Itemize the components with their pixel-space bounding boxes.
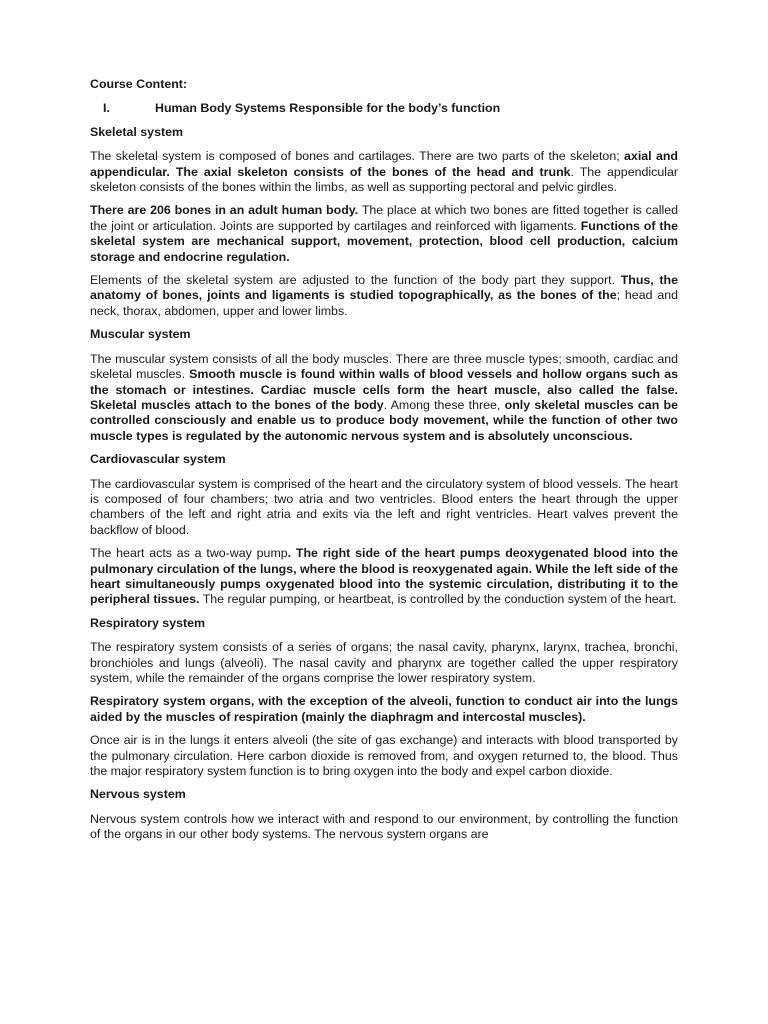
text-run: Thus, the anatomy of bones, joints and ligaments is studied topographically, as the bones of the xyxy=(90,273,678,303)
text-run: only skeletal muscles can be controlled consciously and enable us to produce body movement, while the function of other two muscle types is regulated by the autonomic nervous system and is absolutely unconscious. xyxy=(90,397,678,443)
text-run: axial and appendicular. The axial skeleton consists of the bones of the head and trunk xyxy=(90,149,678,179)
skeletal-system-heading: Skeletal system xyxy=(90,124,183,139)
text-run: ; head and neck, thorax, abdomen, upper and lower limbs. xyxy=(90,288,678,318)
text-run: Once air is in the lungs it enters alveoli (the site of gas exchange) and interacts with blood transported by the pulmonary circulation. Here carbon dioxide is removed from, and oxygen returned to, the blood. Thus the major respiratory system function is to bring oxygen into the body and expel carbon dioxide. xyxy=(90,733,678,779)
nervous-system-heading: Nervous system xyxy=(90,787,186,802)
cardiovascular-paragraph-2 xyxy=(90,546,678,608)
text-run: Elements of the skeletal system are adjusted to the function of the body part they support. xyxy=(90,273,621,288)
respiratory-paragraph-2 xyxy=(90,694,678,725)
skeletal-paragraph-3 xyxy=(90,273,678,319)
respiratory-paragraph-3 xyxy=(90,733,678,779)
text-run: Respiratory system organs, with the exception of the alveoli, function to conduct air into the lungs aided by the muscles of respiration (mainly the diaphragm and intercostal muscles). xyxy=(90,694,678,724)
text-run: Smooth muscle is found within walls of blood vessels and hollow organs such as the stomach or intestines. Cardiac muscle cells form the heart muscle, also called the false. Skeletal muscles attach to the bones of the body xyxy=(90,367,678,412)
text-run: The skeletal system is composed of bones and cartilages. There are two parts of the skeleton; xyxy=(90,149,625,164)
skeletal-paragraph-2 xyxy=(90,203,678,265)
text-run: The cardiovascular system is comprised of the heart and the circulatory system of blood vessels. The heart is composed of four chambers; two atria and two ventricles. Blood enters the heart through the upper chambers of the left and right atria and exits via the left and right ventricles. Heart valves prevent the backflow of blood. xyxy=(90,476,678,537)
text-run: . Among these three, xyxy=(383,397,505,412)
section-heading xyxy=(90,101,678,116)
nervous-paragraph-1 xyxy=(90,812,678,843)
text-run: The regular pumping, or heartbeat, is controlled by the conduction system of the heart. xyxy=(199,592,677,607)
section-title: Human Body Systems Responsible for the body’s function xyxy=(155,101,501,116)
cardiovascular-paragraph-1 xyxy=(90,477,678,539)
text-run: The muscular system consists of all the body muscles. There are three muscle types; smooth, cardiac and skeletal muscles. xyxy=(90,351,678,382)
text-run: The place at which two bones are fitted together is called the joint or articulation. Joints are supported by cartilages and reinforced with ligaments. xyxy=(90,203,678,233)
document-page xyxy=(90,77,678,851)
respiratory-system-heading: Respiratory system xyxy=(90,615,206,630)
text-run: The heart acts as a two-way pump xyxy=(90,546,288,561)
text-run: . The right side of the heart pumps deoxygenated blood into the pulmonary circulation of the lungs, where the blood is reoxygenated again. While the left side of the heart simultaneously pumps oxygenated blood into the systemic circulation, distributing it to the peripheral tissues. xyxy=(90,546,678,607)
text-run: Nervous system controls how we interact with and respond to our environment, by controlling the function of the organs in our other body systems. The nervous system organs are xyxy=(90,811,678,842)
skeletal-paragraph-1 xyxy=(90,149,678,195)
text-run: Functions of the skeletal system are mechanical support, movement, protection, blood cell production, calcium storage and endocrine regulation. xyxy=(90,218,678,264)
respiratory-paragraph-1 xyxy=(90,640,678,686)
text-run: There are 206 bones in an adult human body. xyxy=(90,203,359,218)
muscular-paragraph-1 xyxy=(90,352,678,444)
cardiovascular-system-heading: Cardiovascular system xyxy=(90,452,226,467)
text-run: . The appendicular skeleton consists of the bones within the limbs, as well as supporting pectoral and pelvic girdles. xyxy=(90,164,678,195)
section-number: I. xyxy=(103,101,110,116)
course-content-heading: Course Content: xyxy=(90,77,188,91)
text-run: The respiratory system consists of a series of organs; the nasal cavity, pharynx, larynx, trachea, bronchi, bronchioles and lungs (alveoli). The nasal cavity and pharynx are together called the upper respiratory system, while the remainder of the organs comprise the lower respiratory system. xyxy=(90,640,678,685)
muscular-system-heading: Muscular system xyxy=(90,327,191,342)
